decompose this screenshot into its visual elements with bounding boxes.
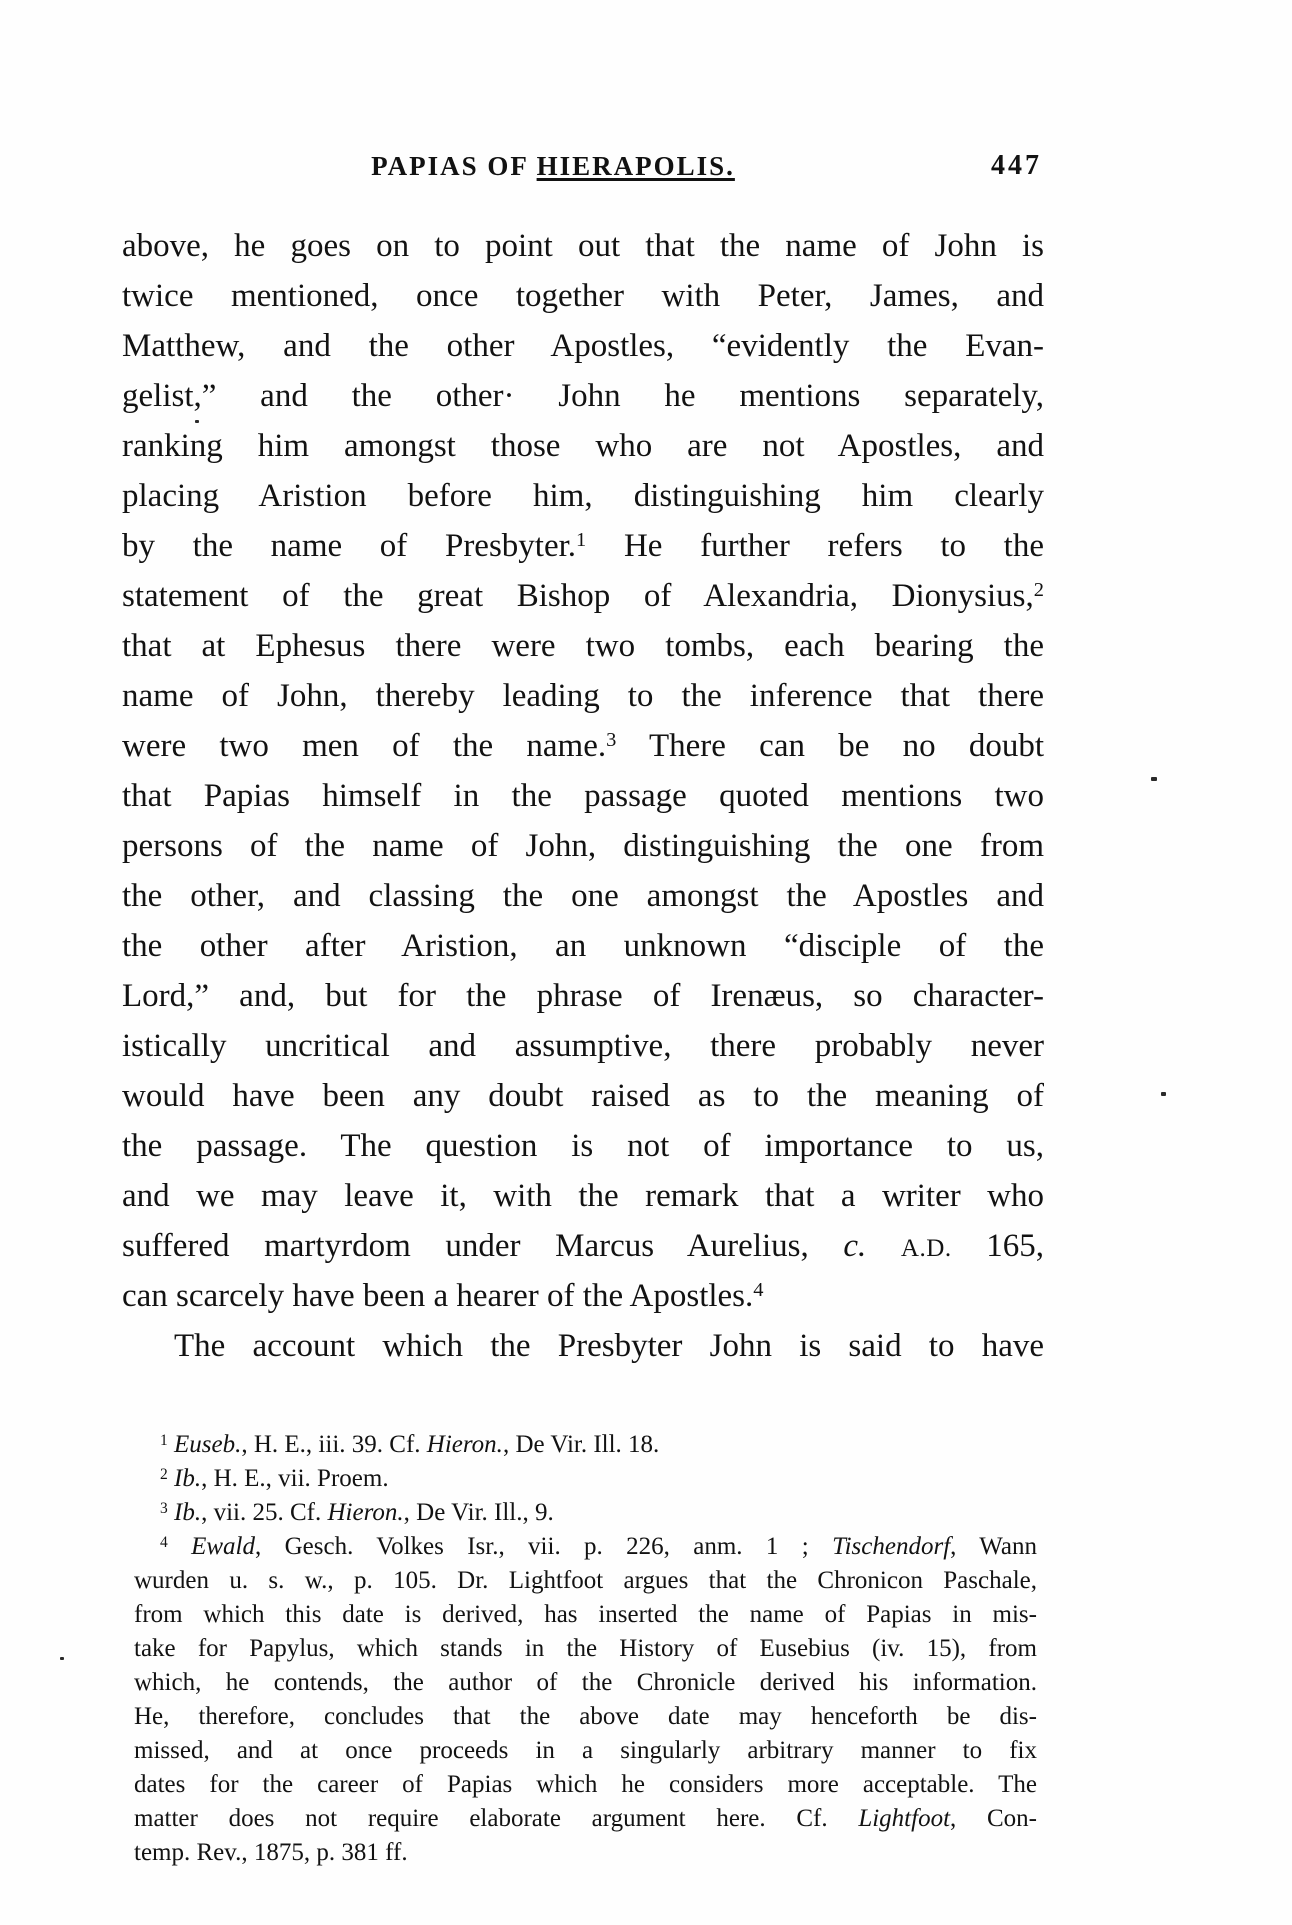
footnote-line: $^3$ Ib., vii. 25. Cf. Hieron., De Vir. Ill., 9.	[160, 1499, 554, 1526]
body-line: by the name of Presbyter.$^1$ He further refers to the	[122, 528, 1044, 564]
body-line: the passage. The question is not of importance to us,	[122, 1128, 1044, 1164]
page-header	[122, 146, 1044, 186]
footnote-line: take for Papylus, which stands in the History of Eusebius (iv. 15), from	[134, 1635, 1037, 1662]
body-line: Matthew, and the other Apostles, “evidently the Evan-	[122, 328, 1044, 364]
footnote-line: wurden u. s. w., p. 105. Dr. Lightfoot argues that the Chronicon Paschale,	[134, 1567, 1037, 1594]
styled-text: HIERAPOLIS.	[536, 151, 735, 181]
footnote-marker: 2	[1033, 579, 1044, 602]
footnote-marker: 3	[606, 729, 617, 752]
footnote-line: which, he contends, the author of the Chronicle derived his information.	[134, 1669, 1037, 1696]
footnote-marker: 2	[160, 1465, 168, 1483]
body-line: that Papias himself in the passage quoted mentions two	[122, 778, 1044, 814]
styled-text: A.D.	[900, 1235, 952, 1262]
scan-speck	[1161, 1092, 1166, 1096]
styled-text: Lightfoot	[858, 1805, 951, 1832]
styled-text: Ewald	[191, 1533, 256, 1560]
body-line: Lord,” and, but for the phrase of Irenæus, so character-	[122, 978, 1044, 1014]
body-line: twice mentioned, once together with Peter, James, and	[122, 278, 1044, 314]
body-text	[122, 221, 1044, 1371]
body-line: statement of the great Bishop of Alexandria, Dionysius,$^2$	[122, 578, 1044, 614]
scan-speck	[60, 1657, 64, 1660]
footnote-marker: 1	[576, 529, 587, 552]
footnote-line: temp. Rev., 1875, p. 381 ff.	[134, 1839, 408, 1866]
footnotes	[134, 1428, 1037, 1870]
body-line: suffered martyrdom under Marcus Aurelius, c. A.D. 165,	[122, 1228, 1044, 1264]
styled-text: Tischendorf	[832, 1533, 951, 1560]
footnote-line: $^4$ Ewald, Gesch. Volkes Isr., vii. p. 226, anm. 1 ; Tischendorf, Wann	[160, 1533, 1037, 1560]
body-line: that at Ephesus there were two tombs, each bearing the	[122, 628, 1044, 664]
styled-text: Hieron.	[426, 1431, 503, 1458]
body-line: persons of the name of John, distinguishing the one from	[122, 828, 1044, 864]
body-line: and we may leave it, with the remark that a writer who	[122, 1178, 1044, 1214]
body-line: the other, and classing the one amongst the Apostles and	[122, 878, 1044, 914]
body-line: name of John, thereby leading to the inference that there	[122, 678, 1044, 714]
body-line: The account which the Presbyter John is said to have	[174, 1328, 1044, 1364]
footnote-marker: 4	[753, 1279, 764, 1302]
footnote-line: dates for the career of Papias which he considers more acceptable. The	[134, 1771, 1037, 1798]
page-number: 447	[991, 150, 1042, 181]
body-line: would have been any doubt raised as to the meaning of	[122, 1078, 1044, 1114]
body-line: istically uncritical and assumptive, there probably never	[122, 1028, 1044, 1064]
footnote-line: missed, and at once proceeds in a singularly arbitrary manner to fix	[134, 1737, 1037, 1764]
footnote-line: $^2$ Ib., H. E., vii. Proem.	[160, 1465, 389, 1492]
body-line: the other after Aristion, an unknown “disciple of the	[122, 928, 1044, 964]
styled-text: Ib.	[174, 1465, 202, 1492]
scan-speck	[195, 420, 199, 423]
body-line: placing Aristion before him, distinguishing him clearly	[122, 478, 1044, 514]
styled-text: c.	[843, 1228, 867, 1264]
footnote-marker: 4	[160, 1533, 168, 1551]
body-line: above, he goes on to point out that the name of John is	[122, 228, 1044, 264]
styled-text: Ib.	[174, 1499, 202, 1526]
styled-text: Euseb.	[174, 1431, 242, 1458]
footnote-line: $^1$ Euseb., H. E., iii. 39. Cf. Hieron., De Vir. Ill. 18.	[160, 1431, 660, 1458]
body-line: were two men of the name.$^3$ There can be no doubt	[122, 728, 1044, 764]
footnote-marker: 1	[160, 1431, 168, 1449]
page-title: PAPIAS OF HIERAPOLIS.	[371, 151, 735, 181]
scan-speck	[1151, 777, 1157, 781]
footnote-line: matter does not require elaborate argument here. Cf. Lightfoot, Con-	[134, 1805, 1037, 1832]
body-line: gelist,” and the other· John he mentions separately,	[122, 378, 1044, 414]
footnote-line: He, therefore, concludes that the above date may henceforth be dis-	[134, 1703, 1037, 1730]
styled-text: Hieron.	[327, 1499, 404, 1526]
footnote-marker: 3	[160, 1499, 168, 1517]
footnote-line: from which this date is derived, has inserted the name of Papias in mis-	[134, 1601, 1037, 1628]
body-line: can scarcely have been a hearer of the Apostles.$^4$	[122, 1278, 764, 1314]
body-line: ranking him amongst those who are not Apostles, and	[122, 428, 1044, 464]
